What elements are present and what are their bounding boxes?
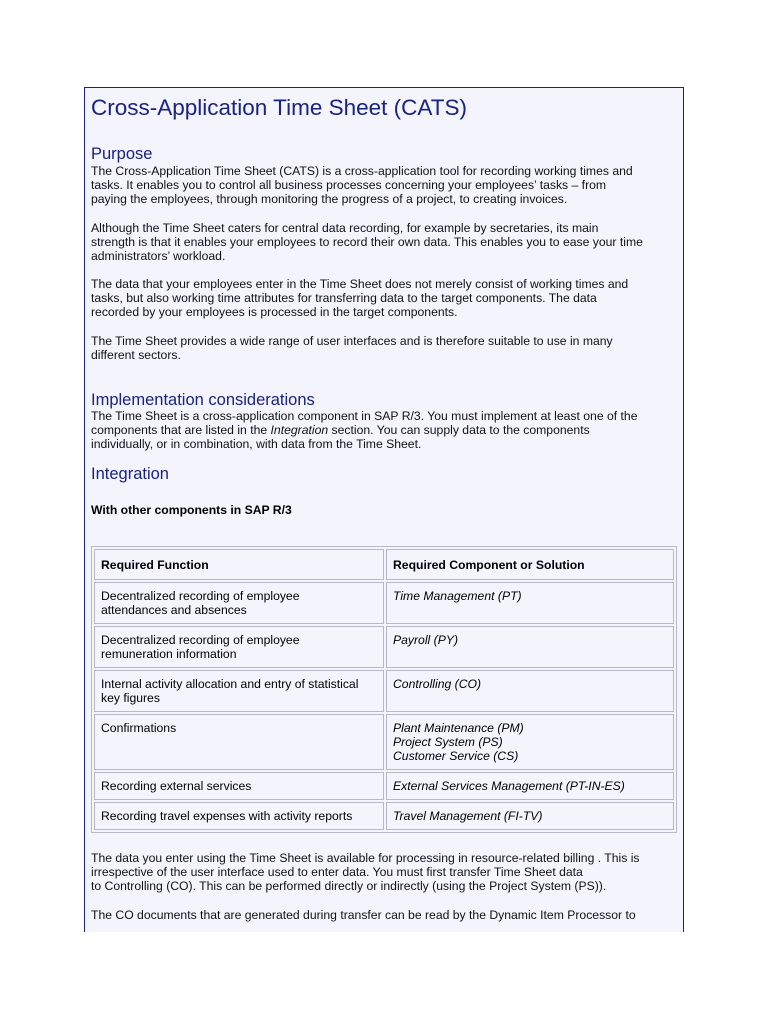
table-row [94,582,674,624]
cell-required-function: Decentralized recording of employee remuneration information [94,626,384,668]
cell-required-component: External Services Management (PT-IN-ES) [386,772,674,800]
integration-paragraph-2: The CO documents that are generated during transfer can be read by the Dynamic Item Processor to [91,908,636,922]
integration-reference: Integration [270,423,329,437]
purpose-paragraph-1: The Cross-Application Time Sheet (CATS) is a cross-application tool for recording working times and tasks. It enables you to control all business processes concerning your employees’ tasks – from paying the employees, through monitoring the progress of a project, to creating invoices. [91,164,633,206]
integration-subheading: With other components in SAP R/3 [91,503,292,517]
cell-required-function: Recording travel expenses with activity reports [94,802,384,830]
cell-required-component: Payroll (PY) [386,626,674,668]
table-row [94,626,674,668]
cell-required-component: Travel Management (FI-TV) [386,802,674,830]
table-row [94,670,674,712]
cell-required-function: Internal activity allocation and entry of statistical key figures [94,670,384,712]
cell-required-function: Recording external services [94,772,384,800]
implementation-paragraph: The Time Sheet is a cross-application component in SAP R/3. You must implement at least one of the components that are listed in the Integration section. You can supply data to the components individually, or in combination, with data from the Time Sheet. [91,409,638,451]
integration-table [91,546,677,833]
table-header-row [94,549,674,580]
column-header-component: Required Component or Solution [386,549,674,580]
table-row [94,772,674,800]
document-title: Cross-Application Time Sheet (CATS) [91,95,467,120]
table-row [94,802,674,830]
table-row [94,714,674,770]
cell-required-function: Decentralized recording of employee attendances and absences [94,582,384,624]
cell-required-component: Time Management (PT) [386,582,674,624]
document-page [84,87,684,932]
column-header-function: Required Function [94,549,384,580]
purpose-paragraph-2: Although the Time Sheet caters for central data recording, for example by secretaries, its main strength is that it enables your employees to record their own data. This enables you to ease your time administrators’ workload. [91,221,643,263]
purpose-paragraph-3: The data that your employees enter in the Time Sheet does not merely consist of working times and tasks, but also working time attributes for transferring data to the target components. The data recorded by your employees is processed in the target components. [91,277,629,319]
integration-paragraph-1: The data you enter using the Time Sheet is available for processing in resource-related billing . This is irrespective of the user interface used to enter data. You must first transfer Time Sheet data to Controlling (CO). This can be performed directly or indirectly (using the Project System (PS)). [91,851,640,893]
cell-required-component: Plant Maintenance (PM) Project System (PS) Customer Service (CS) [386,714,674,770]
heading-integration: Integration [91,465,169,483]
purpose-paragraph-4: The Time Sheet provides a wide range of user interfaces and is therefore suitable to use in many different sectors. [91,334,613,362]
cell-required-component: Controlling (CO) [386,670,674,712]
cell-required-function: Confirmations [94,714,384,770]
heading-purpose: Purpose [91,145,153,163]
heading-implementation: Implementation considerations [91,391,315,409]
